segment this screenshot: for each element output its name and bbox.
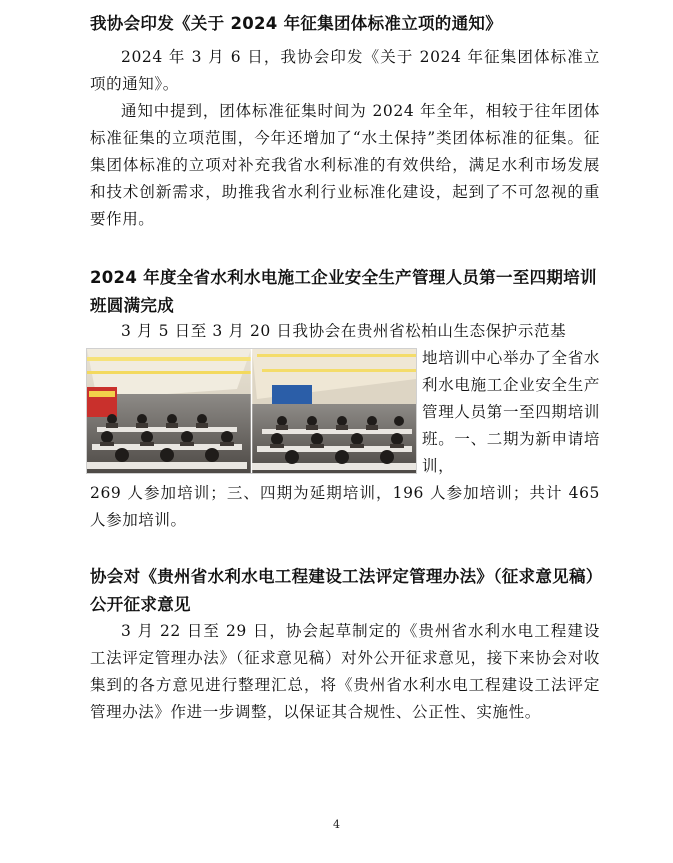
article-3-title: 协会对《贵州省水利水电工程建设工法评定管理办法》（征求意见稿）公开征求意见 bbox=[90, 567, 595, 614]
article-1-paragraph-2: 通知中提到，团体标准征集时间为 2024 年全年，相较于往年团体标准征集的立项范围，今年还增加了“水土保持”类团体标准的征集。征集团体标准的立项对补充我省水利标准的有效供给，满足水利市场发展和技术创新需求，助推我省水利行业标准化建设，起到了不可忽视的重要作用。 bbox=[90, 102, 600, 228]
article-2-paragraph-2: 地培训中心举办了全省水利水电施工企业安全生产管理人员第一至四期培训班。一、二期为新申请培训， bbox=[422, 349, 600, 475]
article-3-paragraph-1: 3 月 22 日至 29 日，协会起草制定的《贵州省水利水电工程建设工法评定管理办法》（征求意见稿）对外公开征求意见，接下来协会对收集到的各方意见进行整理汇总，将《贵州省水利水电工程建设工法评定管理办法》作进一步调整，以保证其合规性、公正性、实施性。 bbox=[90, 622, 600, 721]
article-2-paragraph-1: 3 月 5 日至 3 月 20 日我协会在贵州省松柏山生态保护示范基 bbox=[121, 322, 567, 340]
page-number: 4 bbox=[333, 818, 340, 831]
training-classroom-photo bbox=[86, 348, 417, 474]
article-1-title: 我协会印发《关于 2024 年征集团体标准立项的通知》 bbox=[90, 14, 503, 33]
article-1-paragraph-1: 2024 年 3 月 6 日，我协会印发《关于 2024 年征集团体标准立项的通知》。 bbox=[90, 48, 600, 93]
article-2-paragraph-3: 269 人参加培训；三、四期为延期培训，196 人参加培训；共计 465 人参加培训。 bbox=[90, 484, 600, 529]
article-2-title: 2024 年度全省水利水电施工企业安全生产管理人员第一至四期培训班圆满完成 bbox=[90, 268, 597, 315]
